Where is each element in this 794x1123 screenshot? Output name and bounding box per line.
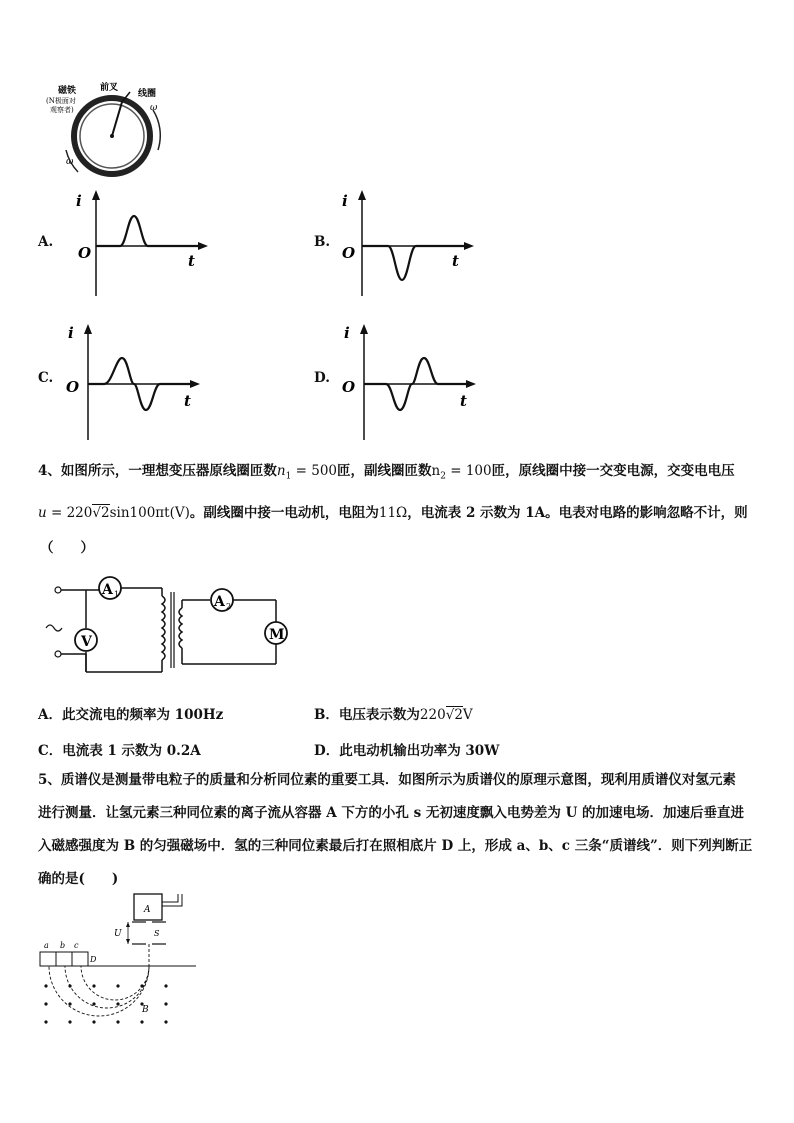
axis-i-label: i (68, 324, 74, 342)
option-d-letter[interactable]: D. (314, 370, 330, 386)
option-b-letter[interactable]: B. (314, 234, 331, 250)
mass-spectrometer-figure (36, 888, 196, 1028)
magnet-label: 磁铁 (58, 86, 77, 96)
option-a-letter[interactable]: A. (38, 234, 54, 250)
q5-line-2: 进行测量．让氢元素三种同位素的离子流从容器 A 下方的小孔 s 无初速度飘入电势差为 U 的加速电场．加速后垂直进 (38, 805, 745, 821)
ammeter-2-label: A (214, 594, 225, 610)
svg-text:2: 2 (226, 602, 232, 611)
q5-line-3: 入磁感强度为 B 的匀强磁场中．氢的三种同位素最后打在照相底片 D 上，形成 a、b、c 三条“质谱线”．则下列判断正 (38, 838, 753, 854)
container-a-label: A (144, 905, 151, 915)
origin-label: O (342, 244, 356, 262)
omega-label-left: ω (66, 157, 74, 167)
axis-i-label: i (342, 192, 348, 210)
q4-number: 4、 (38, 463, 61, 479)
axis-i-label: i (76, 192, 82, 210)
axis-t-label: t (460, 392, 467, 410)
field-b-label: B (142, 1005, 149, 1015)
transformer-circuit (38, 572, 308, 684)
magnet-sublabel-2: 观察者) (50, 106, 74, 114)
line-a-label: a (44, 941, 49, 950)
axis-t-label: t (188, 252, 195, 270)
svg-text:1: 1 (114, 590, 120, 599)
q4-option-c[interactable]: C．电流表 1 示数为 0.2A (38, 743, 201, 759)
graph-option-d[interactable] (338, 322, 478, 442)
q5-line-1: 5、质谱仪是测量带电粒子的质量和分析同位素的重要工具．如图所示为质谱仪的原理示意图，现利用质谱仪对氢元素 (38, 772, 736, 788)
axis-t-label: t (184, 392, 191, 410)
voltmeter-label: V (81, 634, 92, 650)
motor-label: M (269, 627, 285, 643)
q4-option-d[interactable]: D．此电动机输出功率为 30W (314, 743, 500, 759)
slit-s-label: S (154, 929, 160, 938)
origin-label: O (342, 378, 356, 396)
voltage-u-label: U (114, 929, 122, 939)
option-c-letter[interactable]: C. (38, 370, 54, 386)
graph-option-b[interactable] (336, 188, 476, 298)
magnet-coil-figure (38, 80, 168, 180)
coil-label: 线圈 (138, 89, 157, 99)
ammeter-1-label: A (102, 582, 113, 598)
origin-label: O (78, 244, 92, 262)
origin-label: O (66, 378, 80, 396)
graph-option-a[interactable] (70, 188, 210, 298)
axis-i-label: i (344, 324, 350, 342)
q5-number: 5、 (38, 772, 61, 788)
magnet-sublabel-1: (N极面对 (46, 97, 76, 105)
film-d-label: D (90, 955, 97, 964)
axis-t-label: t (452, 252, 459, 270)
graph-option-c[interactable] (62, 322, 202, 442)
q4-line-2: u = 220√2sin100πt(V)。副线圈中接一电动机，电阻为11Ω，电流表 2 示数为 1A。电表对电路的影响忽略不计，则 (38, 505, 748, 521)
q4-answer-blank[interactable]: （ ） (40, 540, 94, 556)
fork-label: 前叉 (100, 83, 119, 93)
line-c-label: c (74, 941, 79, 950)
omega-label-right: ω (150, 103, 158, 113)
line-b-label: b (60, 941, 66, 950)
q5-line-4: 确的是( ) (38, 871, 119, 887)
q4-option-a[interactable]: A．此交流电的频率为 100Hz (38, 707, 224, 723)
q4-line-1: 4、如图所示，一理想变压器原线圈匝数$n_1 = 500$匝，副线圈匝数$n_2 = 100$匝，原线圈中接一交变电源，交变电电压 (38, 463, 735, 482)
q4-option-b[interactable]: B．电压表示数为220√2V (314, 707, 473, 723)
